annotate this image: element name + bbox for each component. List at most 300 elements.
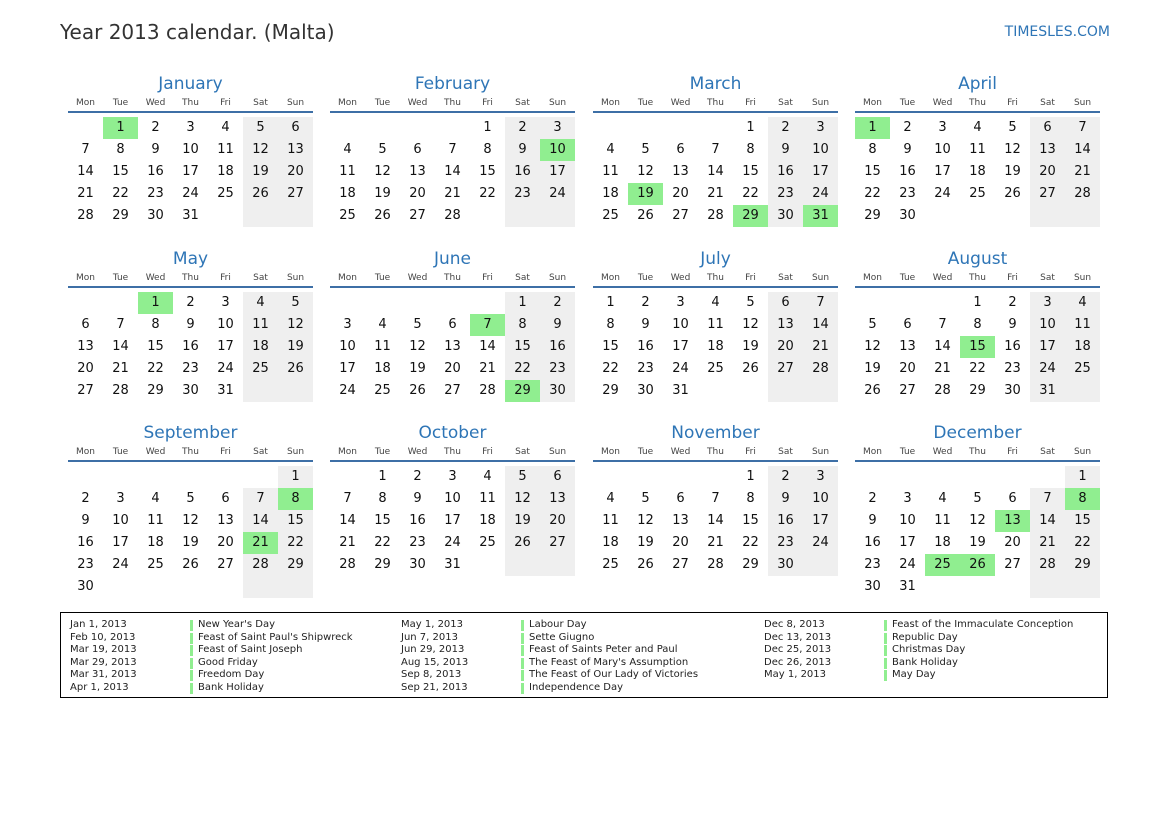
day-cell[interactable]: 13 [768, 314, 803, 336]
day-cell[interactable]: 10 [1030, 314, 1065, 336]
day-cell[interactable]: 6 [221, 491, 230, 506]
day-cell[interactable]: 12 [969, 513, 986, 528]
day-cell[interactable]: 1 [1065, 466, 1100, 488]
day-cell[interactable]: 20 [77, 361, 94, 376]
day-cell[interactable]: 27 [672, 557, 689, 572]
day-cell[interactable]: 27 [444, 383, 461, 398]
day-cell[interactable]: 19 [278, 336, 313, 358]
day-cell[interactable]: 21 [479, 361, 496, 376]
day-cell[interactable]: 20 [1030, 161, 1065, 183]
day-cell[interactable]: 25 [479, 535, 496, 550]
day-cell[interactable]: 22 [479, 186, 496, 201]
day-cell[interactable]: 17 [540, 161, 575, 183]
day-cell[interactable]: 27 [217, 557, 234, 572]
day-cell[interactable]: 13 [77, 339, 94, 354]
day-cell[interactable]: 3 [1030, 292, 1065, 314]
day-cell[interactable]: 21 [243, 532, 278, 554]
day-cell[interactable]: 24 [339, 383, 356, 398]
day-cell[interactable]: 28 [243, 554, 278, 576]
day-cell[interactable]: 12 [278, 314, 313, 336]
day-cell[interactable]: 14 [707, 513, 724, 528]
day-cell[interactable]: 3 [540, 117, 575, 139]
day-cell[interactable]: 2 [151, 120, 160, 135]
day-cell[interactable]: 26 [182, 557, 199, 572]
day-cell[interactable]: 25 [374, 383, 391, 398]
day-cell[interactable]: 26 [374, 208, 391, 223]
day-cell[interactable]: 24 [112, 557, 129, 572]
day-cell[interactable]: 5 [378, 142, 387, 157]
day-cell[interactable]: 9 [1008, 317, 1017, 332]
day-cell[interactable]: 24 [1030, 358, 1065, 380]
day-cell[interactable]: 2 [540, 292, 575, 314]
day-cell[interactable]: 12 [1004, 142, 1021, 157]
day-cell[interactable]: 26 [505, 532, 540, 554]
day-cell[interactable]: 9 [186, 317, 195, 332]
day-cell[interactable]: 4 [151, 491, 160, 506]
day-cell[interactable]: 13 [1030, 139, 1065, 161]
day-cell[interactable]: 30 [768, 205, 803, 227]
day-cell[interactable]: 7 [116, 317, 125, 332]
day-cell[interactable]: 16 [1004, 339, 1021, 354]
day-cell[interactable]: 23 [505, 183, 540, 205]
day-cell[interactable]: 17 [339, 361, 356, 376]
day-cell[interactable]: 21 [934, 361, 951, 376]
day-cell[interactable]: 4 [1065, 292, 1100, 314]
day-cell[interactable]: 19 [637, 535, 654, 550]
day-cell[interactable]: 16 [409, 513, 426, 528]
day-cell[interactable]: 23 [409, 535, 426, 550]
day-cell[interactable]: 29 [147, 383, 164, 398]
day-cell[interactable]: 2 [1008, 295, 1017, 310]
day-cell[interactable]: 26 [278, 358, 313, 380]
day-cell[interactable]: 21 [1030, 532, 1065, 554]
day-cell[interactable]: 21 [339, 535, 356, 550]
day-cell[interactable]: 27 [540, 532, 575, 554]
day-cell[interactable]: 20 [409, 186, 426, 201]
day-cell[interactable]: 8 [378, 491, 387, 506]
day-cell[interactable]: 4 [378, 317, 387, 332]
day-cell[interactable]: 23 [864, 557, 881, 572]
day-cell[interactable]: 6 [448, 317, 457, 332]
day-cell[interactable]: 21 [112, 361, 129, 376]
day-cell[interactable]: 15 [1065, 510, 1100, 532]
day-cell[interactable]: 5 [186, 491, 195, 506]
day-cell[interactable]: 2 [768, 117, 803, 139]
day-cell[interactable]: 9 [768, 139, 803, 161]
day-cell[interactable]: 23 [768, 183, 803, 205]
day-cell[interactable]: 18 [707, 339, 724, 354]
day-cell[interactable]: 4 [221, 120, 230, 135]
day-cell[interactable]: 29 [374, 557, 391, 572]
day-cell[interactable]: 14 [339, 513, 356, 528]
day-cell[interactable]: 27 [672, 208, 689, 223]
day-cell[interactable]: 30 [637, 383, 654, 398]
day-cell[interactable]: 10 [540, 139, 575, 161]
day-cell[interactable]: 28 [1030, 554, 1065, 576]
day-cell[interactable]: 17 [899, 535, 916, 550]
day-cell[interactable]: 14 [479, 339, 496, 354]
day-cell[interactable]: 13 [899, 339, 916, 354]
day-cell[interactable]: 27 [1030, 183, 1065, 205]
day-cell[interactable]: 16 [540, 336, 575, 358]
day-cell[interactable]: 5 [505, 466, 540, 488]
day-cell[interactable]: 22 [147, 361, 164, 376]
day-cell[interactable]: 23 [1004, 361, 1021, 376]
day-cell[interactable]: 15 [278, 510, 313, 532]
day-cell[interactable]: 7 [448, 142, 457, 157]
day-cell[interactable]: 13 [444, 339, 461, 354]
day-cell[interactable]: 10 [934, 142, 951, 157]
day-cell[interactable]: 30 [864, 579, 881, 594]
day-cell[interactable]: 12 [864, 339, 881, 354]
day-cell[interactable]: 30 [768, 554, 803, 576]
day-cell[interactable]: 22 [1065, 532, 1100, 554]
day-cell[interactable]: 1 [483, 120, 492, 135]
day-cell[interactable]: 3 [221, 295, 230, 310]
day-cell[interactable]: 24 [217, 361, 234, 376]
day-cell[interactable]: 10 [672, 317, 689, 332]
day-cell[interactable]: 17 [1030, 336, 1065, 358]
day-cell[interactable]: 5 [641, 142, 650, 157]
day-cell[interactable]: 11 [217, 142, 234, 157]
day-cell[interactable]: 21 [1065, 161, 1100, 183]
day-cell[interactable]: 19 [182, 535, 199, 550]
day-cell[interactable]: 11 [479, 491, 496, 506]
day-cell[interactable]: 17 [803, 510, 838, 532]
day-cell[interactable]: 29 [733, 205, 768, 227]
day-cell[interactable]: 12 [637, 164, 654, 179]
day-cell[interactable]: 25 [969, 186, 986, 201]
day-cell[interactable]: 8 [606, 317, 615, 332]
day-cell[interactable]: 11 [147, 513, 164, 528]
day-cell[interactable]: 18 [479, 513, 496, 528]
day-cell[interactable]: 20 [768, 336, 803, 358]
day-cell[interactable]: 28 [112, 383, 129, 398]
day-cell[interactable]: 28 [77, 208, 94, 223]
day-cell[interactable]: 25 [602, 557, 619, 572]
day-cell[interactable]: 12 [243, 139, 278, 161]
day-cell[interactable]: 2 [641, 295, 650, 310]
day-cell[interactable]: 27 [409, 208, 426, 223]
day-cell[interactable]: 13 [672, 164, 689, 179]
day-cell[interactable]: 19 [1004, 164, 1021, 179]
day-cell[interactable]: 1 [606, 295, 615, 310]
day-cell[interactable]: 17 [934, 164, 951, 179]
day-cell[interactable]: 25 [339, 208, 356, 223]
day-cell[interactable]: 15 [960, 336, 995, 358]
day-cell[interactable]: 28 [707, 557, 724, 572]
day-cell[interactable]: 17 [182, 164, 199, 179]
day-cell[interactable]: 25 [243, 358, 278, 380]
day-cell[interactable]: 30 [899, 208, 916, 223]
day-cell[interactable]: 12 [182, 513, 199, 528]
day-cell[interactable]: 1 [138, 292, 173, 314]
day-cell[interactable]: 20 [217, 535, 234, 550]
day-cell[interactable]: 15 [374, 513, 391, 528]
day-cell[interactable]: 16 [182, 339, 199, 354]
day-cell[interactable]: 29 [602, 383, 619, 398]
day-cell[interactable]: 23 [637, 361, 654, 376]
day-cell[interactable]: 14 [77, 164, 94, 179]
day-cell[interactable]: 3 [116, 491, 125, 506]
day-cell[interactable]: 22 [602, 361, 619, 376]
day-cell[interactable]: 3 [938, 120, 947, 135]
day-cell[interactable]: 5 [1008, 120, 1017, 135]
day-cell[interactable]: 8 [746, 491, 755, 506]
day-cell[interactable]: 8 [973, 317, 982, 332]
day-cell[interactable]: 10 [803, 488, 838, 510]
day-cell[interactable]: 15 [742, 164, 759, 179]
day-cell[interactable]: 5 [278, 292, 313, 314]
day-cell[interactable]: 10 [339, 339, 356, 354]
day-cell[interactable]: 2 [768, 466, 803, 488]
day-cell[interactable]: 12 [409, 339, 426, 354]
day-cell[interactable]: 5 [973, 491, 982, 506]
day-cell[interactable]: 30 [77, 579, 94, 594]
day-cell[interactable]: 24 [444, 535, 461, 550]
day-cell[interactable]: 22 [374, 535, 391, 550]
day-cell[interactable]: 5 [641, 491, 650, 506]
day-cell[interactable]: 3 [803, 117, 838, 139]
day-cell[interactable]: 19 [864, 361, 881, 376]
day-cell[interactable]: 23 [899, 186, 916, 201]
day-cell[interactable]: 14 [112, 339, 129, 354]
day-cell[interactable]: 7 [343, 491, 352, 506]
day-cell[interactable]: 7 [711, 142, 720, 157]
day-cell[interactable]: 15 [602, 339, 619, 354]
day-cell[interactable]: 11 [374, 339, 391, 354]
day-cell[interactable]: 9 [641, 317, 650, 332]
day-cell[interactable]: 9 [903, 142, 912, 157]
day-cell[interactable]: 14 [707, 164, 724, 179]
day-cell[interactable]: 8 [868, 142, 877, 157]
day-cell[interactable]: 16 [637, 339, 654, 354]
day-cell[interactable]: 28 [444, 208, 461, 223]
day-cell[interactable]: 20 [1004, 535, 1021, 550]
day-cell[interactable]: 1 [746, 120, 755, 135]
day-cell[interactable]: 26 [960, 554, 995, 576]
day-cell[interactable]: 21 [444, 186, 461, 201]
day-cell[interactable]: 23 [77, 557, 94, 572]
day-cell[interactable]: 17 [217, 339, 234, 354]
day-cell[interactable]: 22 [742, 186, 759, 201]
day-cell[interactable]: 26 [1004, 186, 1021, 201]
day-cell[interactable]: 15 [864, 164, 881, 179]
day-cell[interactable]: 18 [1065, 336, 1100, 358]
day-cell[interactable]: 4 [243, 292, 278, 314]
day-cell[interactable]: 23 [147, 186, 164, 201]
day-cell[interactable]: 4 [343, 142, 352, 157]
day-cell[interactable]: 6 [903, 317, 912, 332]
day-cell[interactable]: 14 [444, 164, 461, 179]
day-cell[interactable]: 31 [803, 205, 838, 227]
day-cell[interactable]: 15 [505, 336, 540, 358]
day-cell[interactable]: 16 [899, 164, 916, 179]
day-cell[interactable]: 4 [606, 142, 615, 157]
day-cell[interactable]: 19 [742, 339, 759, 354]
day-cell[interactable]: 8 [278, 488, 313, 510]
day-cell[interactable]: 28 [934, 383, 951, 398]
day-cell[interactable]: 20 [540, 510, 575, 532]
day-cell[interactable]: 11 [602, 164, 619, 179]
day-cell[interactable]: 1 [855, 117, 890, 139]
day-cell[interactable]: 16 [147, 164, 164, 179]
day-cell[interactable]: 31 [217, 383, 234, 398]
day-cell[interactable]: 6 [1030, 117, 1065, 139]
day-cell[interactable]: 22 [742, 535, 759, 550]
day-cell[interactable]: 6 [278, 117, 313, 139]
day-cell[interactable]: 18 [969, 164, 986, 179]
day-cell[interactable]: 19 [505, 510, 540, 532]
day-cell[interactable]: 13 [995, 510, 1030, 532]
day-cell[interactable]: 6 [768, 292, 803, 314]
day-cell[interactable]: 18 [147, 535, 164, 550]
day-cell[interactable]: 18 [934, 535, 951, 550]
day-cell[interactable]: 8 [483, 142, 492, 157]
day-cell[interactable]: 23 [768, 532, 803, 554]
day-cell[interactable]: 2 [868, 491, 877, 506]
day-cell[interactable]: 9 [768, 488, 803, 510]
day-cell[interactable]: 31 [899, 579, 916, 594]
day-cell[interactable]: 25 [602, 208, 619, 223]
day-cell[interactable]: 7 [81, 142, 90, 157]
day-cell[interactable]: 21 [707, 535, 724, 550]
day-cell[interactable]: 25 [217, 186, 234, 201]
day-cell[interactable]: 22 [278, 532, 313, 554]
day-cell[interactable]: 5 [746, 295, 755, 310]
day-cell[interactable]: 5 [868, 317, 877, 332]
day-cell[interactable]: 11 [934, 513, 951, 528]
day-cell[interactable]: 1 [973, 295, 982, 310]
day-cell[interactable]: 28 [803, 358, 838, 380]
day-cell[interactable]: 3 [903, 491, 912, 506]
day-cell[interactable]: 5 [413, 317, 422, 332]
day-cell[interactable]: 4 [483, 469, 492, 484]
day-cell[interactable]: 18 [602, 535, 619, 550]
day-cell[interactable]: 14 [1065, 139, 1100, 161]
day-cell[interactable]: 31 [672, 383, 689, 398]
day-cell[interactable]: 12 [505, 488, 540, 510]
day-cell[interactable]: 24 [803, 532, 838, 554]
day-cell[interactable]: 26 [243, 183, 278, 205]
day-cell[interactable]: 27 [77, 383, 94, 398]
day-cell[interactable]: 8 [1065, 488, 1100, 510]
day-cell[interactable]: 28 [1065, 183, 1100, 205]
day-cell[interactable]: 1 [378, 469, 387, 484]
day-cell[interactable]: 2 [505, 117, 540, 139]
day-cell[interactable]: 26 [864, 383, 881, 398]
day-cell[interactable]: 14 [243, 510, 278, 532]
day-cell[interactable]: 13 [409, 164, 426, 179]
day-cell[interactable]: 12 [637, 513, 654, 528]
day-cell[interactable]: 29 [505, 380, 540, 402]
day-cell[interactable]: 26 [409, 383, 426, 398]
day-cell[interactable]: 21 [707, 186, 724, 201]
day-cell[interactable]: 8 [116, 142, 125, 157]
day-cell[interactable]: 17 [444, 513, 461, 528]
day-cell[interactable]: 30 [1004, 383, 1021, 398]
day-cell[interactable]: 6 [413, 142, 422, 157]
day-cell[interactable]: 7 [1065, 117, 1100, 139]
day-cell[interactable]: 18 [339, 186, 356, 201]
day-cell[interactable]: 24 [672, 361, 689, 376]
day-cell[interactable]: 6 [540, 466, 575, 488]
day-cell[interactable]: 20 [899, 361, 916, 376]
day-cell[interactable]: 19 [243, 161, 278, 183]
day-cell[interactable]: 11 [602, 513, 619, 528]
day-cell[interactable]: 29 [864, 208, 881, 223]
day-cell[interactable]: 7 [711, 491, 720, 506]
day-cell[interactable]: 3 [448, 469, 457, 484]
day-cell[interactable]: 2 [413, 469, 422, 484]
day-cell[interactable]: 11 [707, 317, 724, 332]
day-cell[interactable]: 15 [112, 164, 129, 179]
day-cell[interactable]: 17 [803, 161, 838, 183]
day-cell[interactable]: 19 [374, 186, 391, 201]
day-cell[interactable]: 26 [637, 557, 654, 572]
day-cell[interactable]: 21 [803, 336, 838, 358]
day-cell[interactable]: 10 [182, 142, 199, 157]
day-cell[interactable]: 11 [243, 314, 278, 336]
day-cell[interactable]: 1 [278, 466, 313, 488]
day-cell[interactable]: 9 [505, 139, 540, 161]
day-cell[interactable]: 31 [182, 208, 199, 223]
day-cell[interactable]: 7 [803, 292, 838, 314]
day-cell[interactable]: 31 [444, 557, 461, 572]
day-cell[interactable]: 3 [676, 295, 685, 310]
day-cell[interactable]: 10 [112, 513, 129, 528]
day-cell[interactable]: 15 [742, 513, 759, 528]
day-cell[interactable]: 8 [505, 314, 540, 336]
day-cell[interactable]: 19 [969, 535, 986, 550]
day-cell[interactable]: 3 [803, 466, 838, 488]
day-cell[interactable]: 26 [637, 208, 654, 223]
day-cell[interactable]: 24 [182, 186, 199, 201]
day-cell[interactable]: 29 [742, 557, 759, 572]
day-cell[interactable]: 25 [1065, 358, 1100, 380]
day-cell[interactable]: 24 [899, 557, 916, 572]
day-cell[interactable]: 30 [147, 208, 164, 223]
day-cell[interactable]: 9 [540, 314, 575, 336]
day-cell[interactable]: 9 [868, 513, 877, 528]
day-cell[interactable]: 17 [672, 339, 689, 354]
day-cell[interactable]: 22 [864, 186, 881, 201]
day-cell[interactable]: 9 [81, 513, 90, 528]
day-cell[interactable]: 2 [81, 491, 90, 506]
day-cell[interactable]: 7 [1030, 488, 1065, 510]
day-cell[interactable]: 18 [602, 186, 619, 201]
day-cell[interactable]: 27 [899, 383, 916, 398]
day-cell[interactable]: 28 [707, 208, 724, 223]
day-cell[interactable]: 4 [973, 120, 982, 135]
day-cell[interactable]: 22 [112, 186, 129, 201]
day-cell[interactable]: 16 [864, 535, 881, 550]
day-cell[interactable]: 30 [540, 380, 575, 402]
day-cell[interactable]: 29 [112, 208, 129, 223]
day-cell[interactable]: 14 [1030, 510, 1065, 532]
day-cell[interactable]: 24 [540, 183, 575, 205]
day-cell[interactable]: 10 [217, 317, 234, 332]
day-cell[interactable]: 9 [151, 142, 160, 157]
day-cell[interactable]: 23 [182, 361, 199, 376]
day-cell[interactable]: 31 [1030, 380, 1065, 402]
day-cell[interactable]: 3 [186, 120, 195, 135]
day-cell[interactable]: 28 [479, 383, 496, 398]
day-cell[interactable]: 1 [103, 117, 138, 139]
day-cell[interactable]: 14 [934, 339, 951, 354]
day-cell[interactable]: 20 [444, 361, 461, 376]
day-cell[interactable]: 25 [707, 361, 724, 376]
